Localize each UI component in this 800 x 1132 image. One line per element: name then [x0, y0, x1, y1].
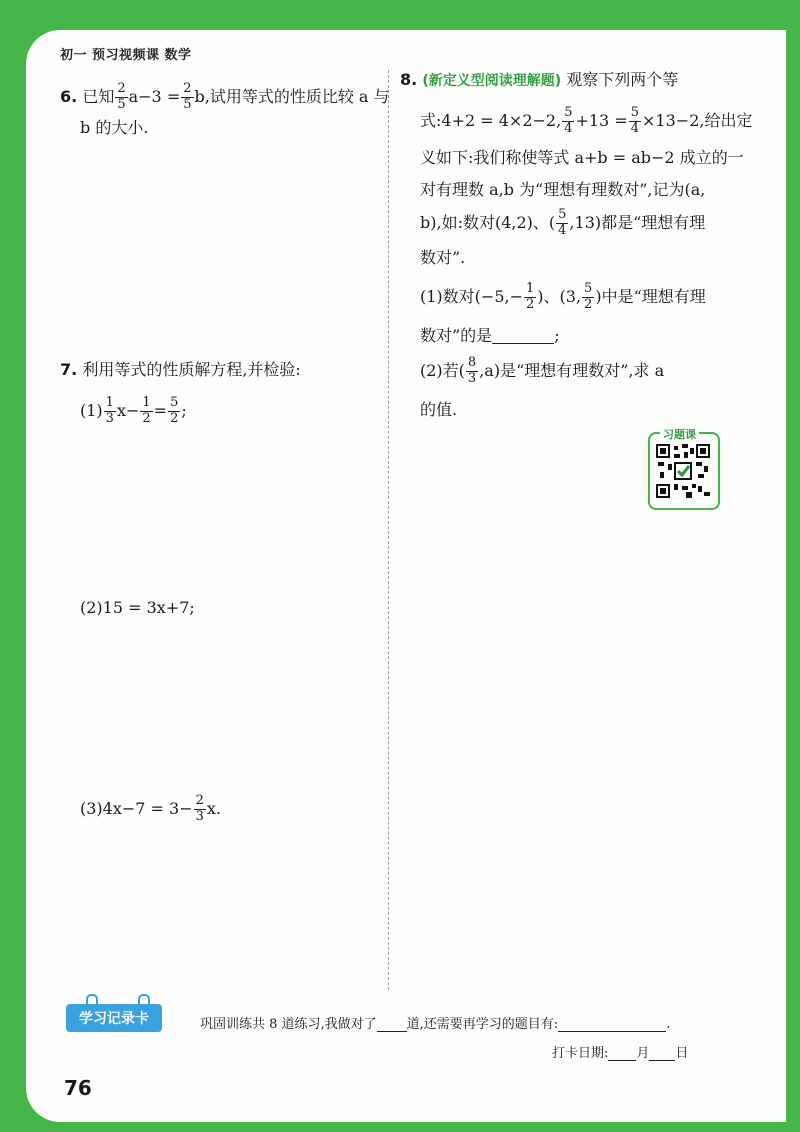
q7-number: 7.: [60, 360, 78, 379]
q8-sub-2: (2)若( $\frac{8}{3}$ ,a)是“理想有理数对”,求 a: [420, 355, 665, 386]
q8-line-6: 数对”.: [420, 248, 466, 267]
q8-sub-1-line-2: 数对”的是 ;: [420, 326, 560, 345]
q8-type-tag: (新定义型阅读理解题): [422, 73, 562, 89]
day-blank[interactable]: [649, 1046, 675, 1061]
study-record-text: 巩固训练共 8 道练习,我做对了 道,还需要再学习的题目有: .: [200, 1017, 671, 1032]
column-divider: [388, 70, 389, 990]
q8-line-5: b),如:数对(4,2)、( $\frac{5}{4}$ ,13)都是“理想有理: [420, 207, 706, 238]
q8-line-4: 对有理数 a,b 为“理想有理数对”,记为(a,: [420, 180, 706, 199]
fraction: $\frac{1}{2}$: [526, 281, 535, 312]
q7-part-3: (3)4x−7 = 3− $\frac{2}{3}$ x.: [80, 793, 222, 824]
checkin-date: 打卡日期: 月 日: [552, 1046, 689, 1061]
qr-code-icon[interactable]: [656, 444, 710, 498]
fraction: $\frac{5}{4}$: [564, 105, 573, 136]
study-record-badge: 学习记录卡: [66, 1004, 162, 1032]
q6-text-a: 已知: [82, 86, 115, 106]
q6-line-2: b 的大小.: [80, 118, 149, 137]
answer-blank[interactable]: [492, 329, 554, 344]
fraction: $\frac{2}{5}$: [183, 81, 192, 112]
q6-line-1: [60, 82, 390, 113]
fraction: $\frac{8}{3}$: [467, 355, 477, 386]
q6-text-c: b,试用等式的性质比较 a 与: [194, 86, 390, 106]
fraction: $\frac{5}{2}$: [170, 395, 179, 426]
review-items-blank[interactable]: [558, 1017, 666, 1032]
month-blank[interactable]: [608, 1046, 636, 1061]
q8-line-2: 式:4+2 = 4×2−2, $\frac{5}{4}$ +13 = $\frac{5}{4}$ ×13−2,给出定: [420, 105, 753, 136]
q7-part-2: (2)15 = 3x+7;: [80, 598, 195, 617]
q7-title: 7. 利用等式的性质解方程,并检验:: [60, 360, 301, 379]
fraction: $\frac{2}{3}$: [195, 793, 204, 824]
q8-line-3: 义如下:我们称使等式 a+b = ab−2 成立的一: [420, 148, 744, 167]
qr-code-label: 习题课: [660, 426, 699, 442]
correct-count-blank[interactable]: [377, 1017, 407, 1032]
fraction: $\frac{1}{2}$: [142, 395, 151, 426]
q8-line-1: 8. (新定义型阅读理解题) 观察下列两个等: [400, 70, 679, 89]
running-header: 初一 预习视频课 数学: [60, 48, 192, 63]
q7-part-1: (1) $\frac{1}{3}$ x− $\frac{1}{2}$ = $\frac{5}{2}$ ;: [80, 395, 187, 426]
fraction: $\frac{5}{4}$: [630, 105, 640, 136]
q8-number: 8.: [400, 70, 418, 89]
fraction: $\frac{1}{3}$: [105, 395, 114, 426]
q6-number: 6.: [60, 86, 78, 106]
fraction: $\frac{5}{2}$: [584, 281, 593, 312]
q8-sub-2-line-2: 的值.: [420, 400, 458, 419]
page-number: 76: [64, 1076, 92, 1100]
q8-sub-1: (1)数对(−5,− $\frac{1}{2}$ )、(3, $\frac{5}{2}$ )中是“理想有理: [420, 281, 706, 312]
q6-text-b: a−3 =: [128, 86, 181, 106]
fraction: $\frac{2}{5}$: [117, 81, 126, 112]
fraction: $\frac{5}{4}$: [558, 207, 567, 238]
